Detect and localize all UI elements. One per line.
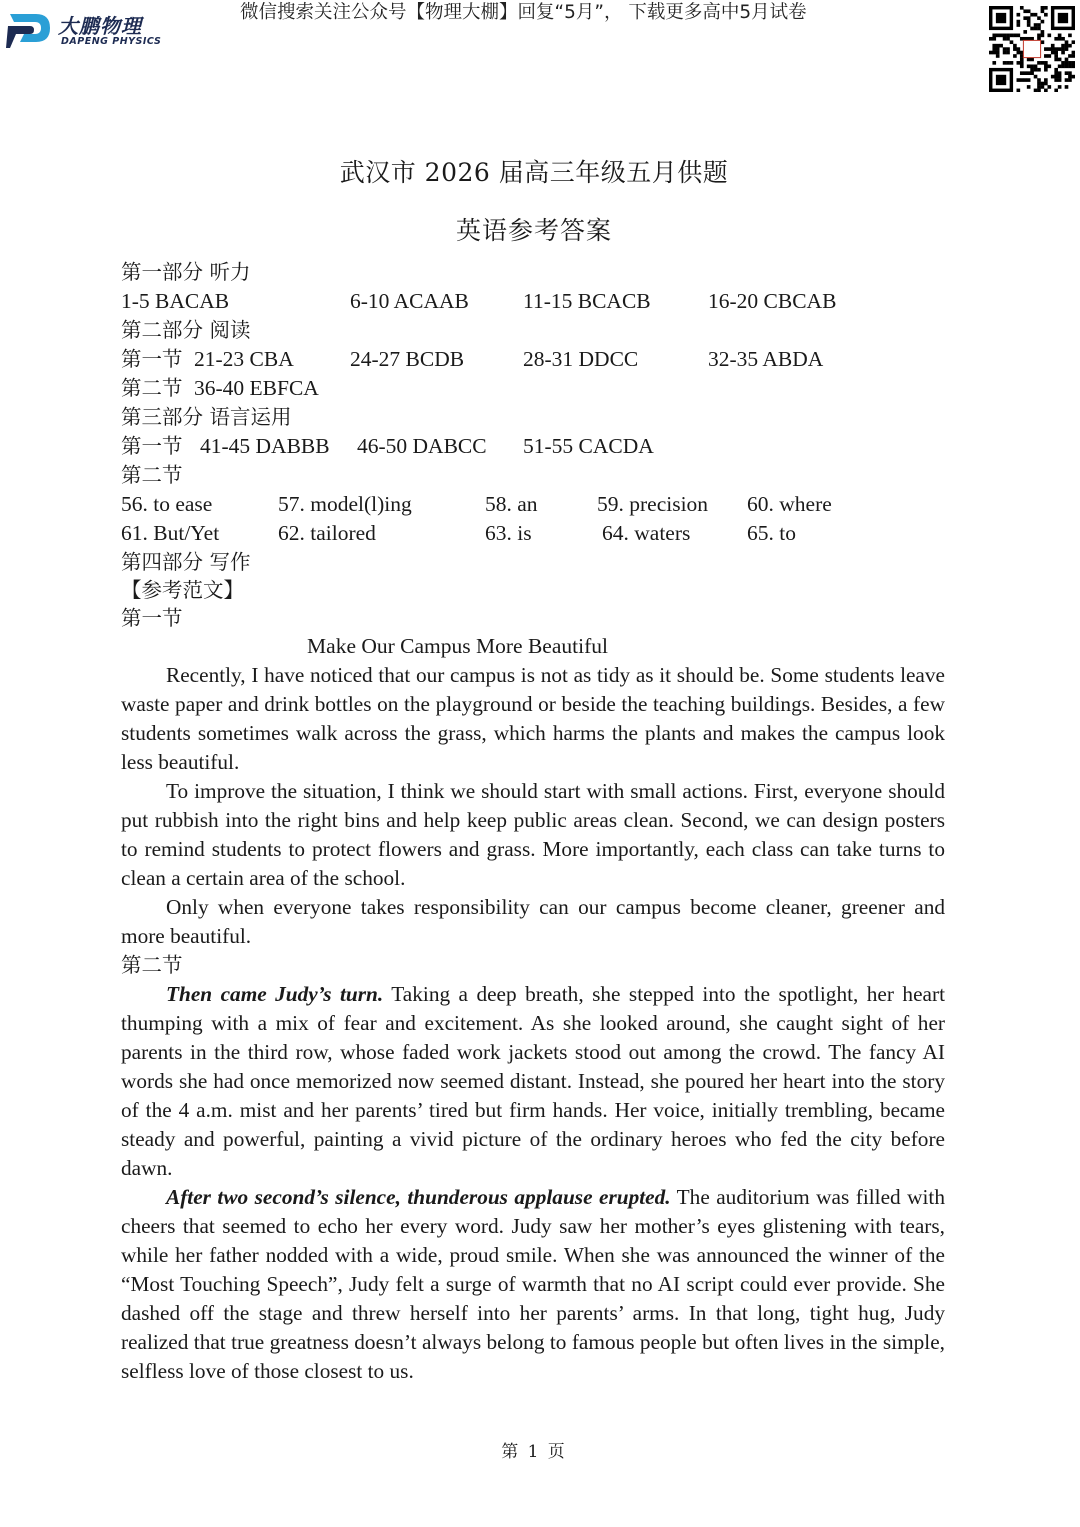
essay2-paragraph-lead: After two second’s silence, thunderous applause erupted.	[166, 1185, 671, 1209]
logo-subtext: DAPENG PHYSICS	[61, 36, 162, 47]
fill-answer: 62. tailored	[278, 521, 376, 545]
logo-text: 大鹏物理	[58, 14, 142, 38]
fill-answer: 58. an	[485, 492, 538, 516]
essay1-paragraph: Only when everyone takes responsibility can our campus become cleaner, greener and more beautiful.	[121, 895, 945, 948]
part3-heading: 第三部分 语言运用	[121, 405, 292, 429]
part1-heading: 第一部分 听力	[121, 260, 251, 284]
answer-group: 28-31 DDCC	[523, 347, 639, 371]
answer-group: 16-20 CBCAB	[708, 289, 837, 313]
part2-heading: 第二部分 阅读	[121, 318, 251, 342]
answer-group: 1-5 BACAB	[121, 289, 230, 313]
document-title: 武汉市 2026 届高三年级五月供题	[339, 158, 729, 187]
part4-section1-label: 第一节	[121, 606, 183, 630]
answer-group: 36-40 EBFCA	[194, 376, 319, 400]
answer-group: 41-45 DABBB	[200, 434, 330, 458]
fill-answer: 65. to	[747, 521, 796, 545]
essay1-paragraph: Recently, I have noticed that our campus is not as tidy as it should be. Some students leave waste paper and drink bottles on the playground or beside the teaching buildings. Besides, a few students sometimes walk across the grass, which harms the plants and makes the campus look less beautiful.	[121, 663, 945, 774]
sample-label: 【参考范文】	[121, 578, 244, 602]
fill-answer: 64. waters	[602, 521, 691, 545]
part4-section2-label: 第二节	[121, 953, 183, 977]
part2-section1-label: 第一节	[121, 347, 183, 371]
page-number: 第 1 页	[501, 1442, 567, 1462]
fill-answer: 63. is	[485, 521, 532, 545]
fill-answer: 60. where	[747, 492, 832, 516]
dapeng-logo	[6, 8, 176, 52]
essay1-paragraph: To improve the situation, I think we should start with small actions. First, everyone should put rubbish into the right bins and help keep public areas clean. Second, we can design posters to remind students to protect flowers and grass. More importantly, each class can take turns to clean a certain area of the school.	[121, 779, 945, 890]
part2-section2-label: 第二节	[121, 376, 183, 400]
dapeng-logo-icon	[6, 8, 56, 50]
part4-heading: 第四部分 写作	[121, 550, 251, 574]
answer-group: 11-15 BCACB	[523, 289, 651, 313]
answer-group: 51-55 CACDA	[523, 434, 654, 458]
answer-group: 21-23 CBA	[194, 347, 294, 371]
qr-code	[989, 6, 1075, 92]
answer-group: 24-27 BCDB	[350, 347, 465, 371]
essay2-paragraph	[121, 1183, 945, 1386]
fill-answer: 61. But/Yet	[121, 521, 220, 545]
document-subtitle: 英语参考答案	[455, 216, 612, 245]
part3-section2-label: 第二节	[121, 463, 183, 487]
answer-group: 32-35 ABDA	[708, 347, 824, 371]
fill-answer: 56. to ease	[121, 492, 213, 516]
essay1-title: Make Our Campus More Beautiful	[307, 634, 608, 658]
essay2-paragraph	[121, 980, 945, 1183]
fill-answer: 59. precision	[597, 492, 709, 516]
essay2-paragraph-body: Taking a deep breath, she stepped into the spotlight, her heart thumping with a mix of fear and excitement. As she looked around, she caught sight of her parents in the third row, whose faded work jackets stood out among the crowd. The fancy AI words she had once memorized now seemed distant. Instead, she poured her heart into the story of the 4 a.m. mist and her parents’ tired but firm hands. Her voice, initially trembling, became steady and powerful, painting a vivid picture of the ordinary heroes who fed the city before dawn.	[121, 982, 945, 1180]
essay2-paragraph-body: The auditorium was filled with cheers that seemed to echo her every word. Judy saw her mother’s eyes glistening with tears, while her father nodded with a wide, proud smile. When she was announced the winner of the “Most Touching Speech”, Judy felt a surge of warmth that no AI script could ever provide. She dashed off the stage and threw herself into her parents’ arms. In that long, tight hug, Judy realized that true greatness doesn’t always belong to famous people but often lives in the simple, selfless love of those closest to us.	[121, 1185, 945, 1383]
fill-answer: 57. model(l)ing	[278, 492, 412, 516]
essay2-paragraph-lead: Then came Judy’s turn.	[166, 982, 384, 1006]
answer-group: 6-10 ACAAB	[350, 289, 469, 313]
answer-group: 46-50 DABCC	[357, 434, 487, 458]
header-banner: 微信搜索关注公众号【物理大棚】回复“5月”， 下载更多高中5月试卷	[240, 2, 807, 23]
part3-section1-label: 第一节	[121, 434, 183, 458]
